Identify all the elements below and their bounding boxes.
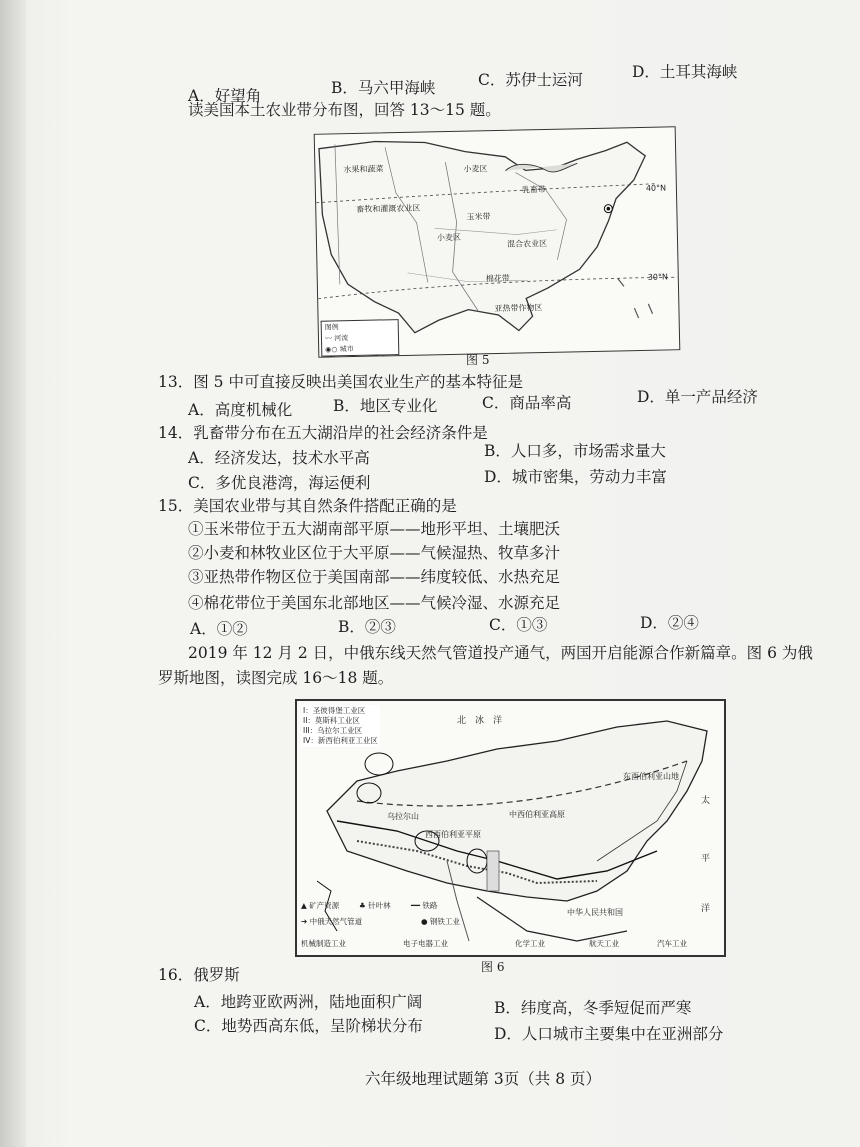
q14-option-d[interactable]: D．城市密集，劳动力丰富 bbox=[484, 468, 667, 486]
legend-steel: ● 钢铁工业 bbox=[421, 917, 460, 926]
intro-16-18-line1: 2019 年 12 月 2 日，中俄东线天然气管道投产通气，两国开启能源合作新篇章。图 6 为俄 bbox=[188, 644, 813, 662]
q16-stem: 16．俄罗斯 bbox=[158, 966, 240, 984]
q16-option-d[interactable]: D．人口城市主要集中在亚洲部分 bbox=[494, 1025, 724, 1043]
map6-label-east-siberian-mountains: 东西伯利亚山地 bbox=[623, 772, 679, 781]
legend-chemical: 化学工业 bbox=[515, 939, 545, 948]
map6-region-legend bbox=[301, 705, 380, 747]
q14-option-b[interactable]: B．人口多，市场需求量大 bbox=[484, 442, 666, 460]
q13-option-a[interactable]: A．高度机械化 bbox=[188, 401, 293, 419]
map5-label-wheat-south: 小麦区 bbox=[436, 232, 461, 243]
q14-option-a[interactable]: A．经济发达，技术水平高 bbox=[188, 449, 370, 467]
legend-city-label: 城市 bbox=[339, 345, 354, 354]
region-legend-3: III：乌拉尔工业区 bbox=[303, 726, 363, 735]
map5-label-cotton-belt: 棉花带 bbox=[485, 273, 510, 284]
q15-statement-4: ④棉花带位于美国东北部地区——气候冷湿、水源充足 bbox=[188, 594, 561, 612]
map5-legend-title: 图例 bbox=[324, 323, 339, 332]
page-edge bbox=[0, 0, 26, 1147]
q14-stem: 14．乳畜带分布在五大湖沿岸的社会经济条件是 bbox=[158, 424, 488, 442]
q15-stem: 15．美国农业带与其自然条件搭配正确的是 bbox=[158, 497, 457, 515]
figure-6-russia-map bbox=[295, 699, 726, 957]
figure-5-caption: 图 5 bbox=[466, 353, 490, 367]
legend-railway: ━━ 铁路 bbox=[411, 901, 438, 910]
legend-gas-pipeline: ➔ 中俄天然气管道 bbox=[301, 917, 363, 926]
figure-6-caption: 图 6 bbox=[481, 960, 505, 974]
map6-label-ural: 乌拉尔山 bbox=[387, 812, 419, 821]
q16-option-b[interactable]: B．纬度高，冬季短促而严寒 bbox=[494, 999, 692, 1017]
q12-option-a[interactable]: A．好望角 bbox=[188, 87, 262, 105]
q16-option-a[interactable]: A．地跨亚欧两洲，陆地面积广阔 bbox=[194, 993, 423, 1011]
map5-intro: 读美国本土农业带分布图，回答 13～15 题。 bbox=[188, 101, 501, 119]
map5-legend bbox=[321, 319, 400, 357]
legend-conifer: ♣ 针叶林 bbox=[359, 901, 391, 910]
q12-option-b[interactable]: B．马六甲海峡 bbox=[331, 79, 436, 97]
legend-electronics: 电子电器工业 bbox=[403, 939, 448, 948]
map5-legend-city: ◉○ 城市 bbox=[325, 345, 354, 354]
legend-aerospace: 航天工业 bbox=[589, 939, 619, 948]
q15-statement-1: ①玉米带位于五大湖南部平原——地形平坦、土壤肥沃 bbox=[188, 520, 561, 538]
region-legend-2: II：莫斯科工业区 bbox=[303, 716, 360, 725]
map5-latitude-40n: 40°N bbox=[645, 183, 667, 193]
map5-label-wheat-north: 小麦区 bbox=[463, 164, 488, 174]
intro-16-18-line2: 罗斯地图，读图完成 16～18 题。 bbox=[158, 669, 394, 687]
figure-5-us-agriculture-map bbox=[314, 126, 681, 358]
legend-mineral: ▲ 矿产资源 bbox=[301, 901, 340, 910]
q14-option-c[interactable]: C．多优良港湾，海运便利 bbox=[188, 474, 371, 492]
legend-automobile: 汽车工业 bbox=[657, 939, 687, 948]
page-footer: 六年级地理试题第 3页（共 8 页） bbox=[365, 1070, 602, 1088]
legend-machinery: 机械制造工业 bbox=[301, 939, 346, 948]
map5-legend-river: 〰 河流 bbox=[324, 334, 349, 343]
map5-label-dairy: 乳畜带 bbox=[521, 184, 547, 195]
q15-option-c[interactable]: C．①③ bbox=[489, 616, 548, 634]
region-legend-1: I：圣彼得堡工业区 bbox=[303, 706, 366, 715]
region-legend-4: IV：新西伯利亚工业区 bbox=[303, 736, 378, 745]
map6-label-central-siberian-plateau: 中西伯利亚高原 bbox=[509, 810, 565, 819]
q15-statement-2: ②小麦和林牧业区位于大平原——气候湿热、牧草多汁 bbox=[188, 544, 561, 562]
q12-option-c[interactable]: C．苏伊士运河 bbox=[478, 71, 583, 89]
q13-stem: 13．图 5 中可直接反映出美国农业生产的基本特征是 bbox=[158, 373, 523, 391]
q13-option-b[interactable]: B．地区专业化 bbox=[333, 397, 438, 415]
q13-option-d[interactable]: D．单一产品经济 bbox=[637, 388, 758, 406]
map5-label-subtropical: 亚热带作物区 bbox=[494, 303, 543, 314]
map5-label-fruit-veg-west: 水果和蔬菜 bbox=[343, 164, 384, 175]
q15-option-a[interactable]: A．①② bbox=[190, 620, 248, 638]
q15-statement-3: ③亚热带作物区位于美国南部——纬度较低、水热充足 bbox=[188, 568, 561, 586]
map6-label-arctic-ocean: 北 冰 洋 bbox=[457, 716, 503, 726]
map5-latitude-30n: 30°N bbox=[647, 272, 669, 282]
q15-option-b[interactable]: B．②③ bbox=[338, 618, 396, 636]
legend-river-label: 河流 bbox=[334, 334, 349, 343]
map6-label-pacific-yang: 洋 bbox=[701, 904, 711, 914]
map6-label-pacific-tai: 太 bbox=[701, 796, 711, 806]
map6-symbol-legend bbox=[301, 901, 721, 953]
map5-label-corn-belt: 玉米带 bbox=[466, 212, 491, 222]
map5-label-grazing-irrigation: 畜牧和灌溉农业区 bbox=[356, 203, 421, 214]
map6-label-pacific-ping: 平 bbox=[701, 854, 711, 864]
map6-label-west-siberian-plain: 西西伯利亚平原 bbox=[425, 830, 481, 839]
q15-option-d[interactable]: D．②④ bbox=[640, 614, 699, 632]
q13-option-c[interactable]: C．商品率高 bbox=[482, 394, 572, 412]
map5-label-mixed-farming: 混合农业区 bbox=[506, 238, 548, 249]
map6-label-china: 中华人民共和国 bbox=[567, 908, 623, 917]
q12-option-d[interactable]: D．土耳其海峡 bbox=[632, 63, 738, 81]
q16-option-c[interactable]: C．地势西高东低，呈阶梯状分布 bbox=[194, 1017, 423, 1035]
